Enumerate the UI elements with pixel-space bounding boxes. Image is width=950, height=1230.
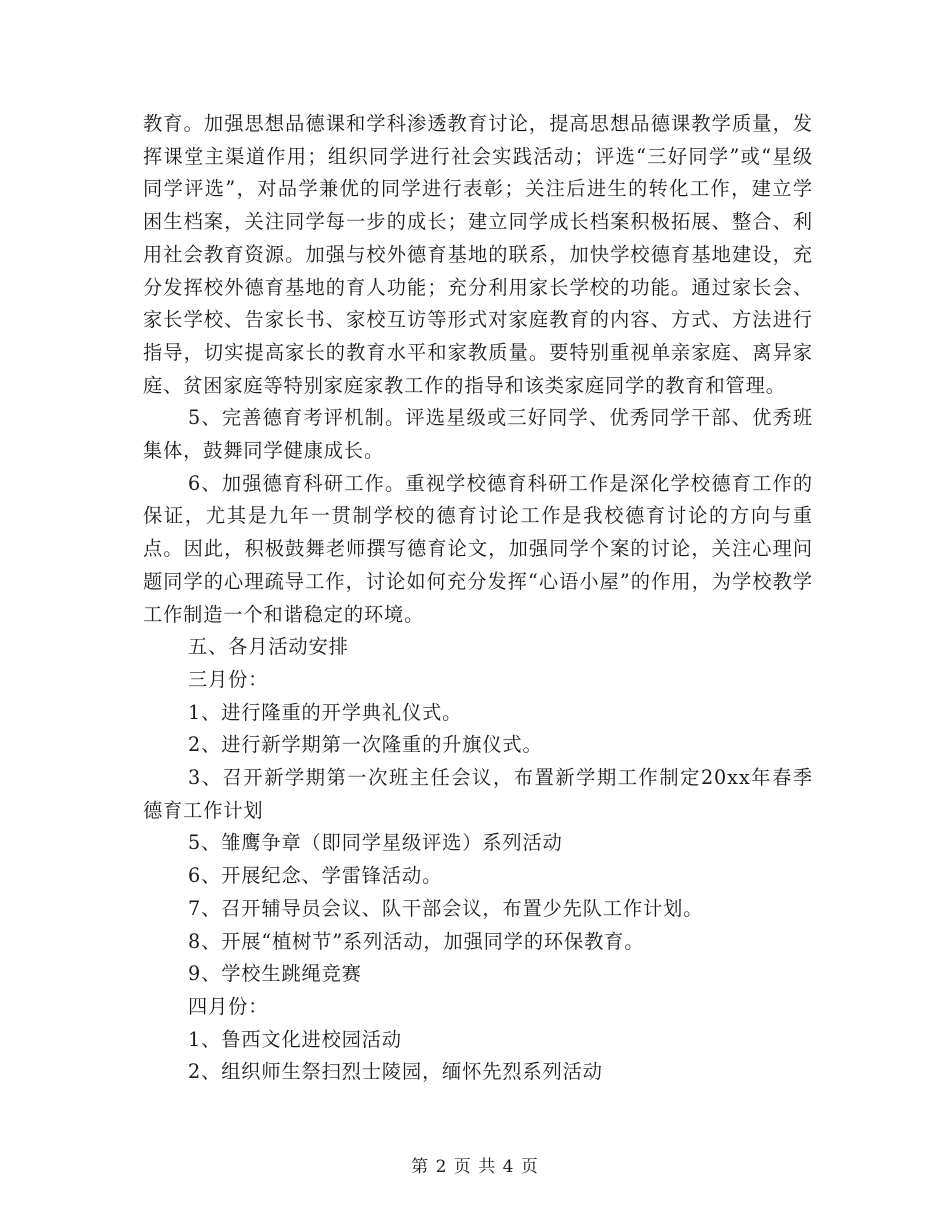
paragraph: 教育。加强思想品德课和学科渗透教育讨论，提高思想品德课教学质量，发挥课堂主渠道作用；组织同学进行社会实践活动；评选“三好同学”或“星级同学评选”，对品学兼优的同学进行表彰；关注后进生的转化工作，建立学困生档案，关注同学每一步的成长；建立同学成长档案积极拓展、整合、利用社会教育资源。加强与校外德育基地的联系，加快学校德育基地建设，充分发挥校外德育基地的育人功能；充分利用家长学校的功能。通过家长会、家长学校、告家长书、家校互访等形式对家庭教育的内容、方式、方法进行指导，切实提高家长的教育水平和家教质量。要特别重视单亲家庭、离异家庭、贫困家庭等特别家庭家教工作的指导和该类家庭同学的教育和管理。 <box>143 112 813 397</box>
list-item: 3、召开新学期第一次班主任会议，布置新学期工作制定20xx年春季德育工作计划 <box>143 766 813 822</box>
list-item: 2、组织师生祭扫烈士陵园，缅怀先烈系列活动 <box>188 1060 603 1084</box>
month-heading: 四月份： <box>188 994 269 1018</box>
page-number-footer: 第 2 页 共 4 页 <box>411 1157 539 1177</box>
list-item: 2、进行新学期第一次隆重的升旗仪式。 <box>188 733 543 757</box>
month-heading: 三月份： <box>188 667 269 691</box>
paragraph: 5、完善德育考评机制。评选星级或三好同学、优秀同学干部、优秀班集体，鼓舞同学健康成长。 <box>143 406 813 463</box>
list-item: 1、进行隆重的开学典礼仪式。 <box>188 700 463 724</box>
document-body <box>143 108 813 1089</box>
list-item: 5、雏鹰争章（即同学星级评选）系列活动 <box>188 831 563 855</box>
paragraph: 6、加强德育科研工作。重视学校德育科研工作是深化学校德育工作的保证，尤其是九年一贯制学校的德育讨论工作是我校德育讨论的方向与重点。因此，积极鼓舞老师撰写德育论文，加强同学个案的讨论，关注心理问题同学的心理疏导工作，讨论如何充分发挥“心语小屋”的作用，为学校教学工作制造一个和谐稳定的环境。 <box>143 471 813 626</box>
section-heading: 五、各月活动安排 <box>188 635 349 659</box>
list-item: 8、开展“植树节”系列活动，加强同学的环保教育。 <box>188 929 645 953</box>
list-item: 6、开展纪念、学雷锋活动。 <box>188 864 443 888</box>
list-item: 7、召开辅导员会议、队干部会议，布置少先队工作计划。 <box>188 896 704 920</box>
list-item: 1、鲁西文化进校园活动 <box>188 1027 402 1051</box>
list-item: 9、学校生跳绳竞赛 <box>188 962 362 986</box>
